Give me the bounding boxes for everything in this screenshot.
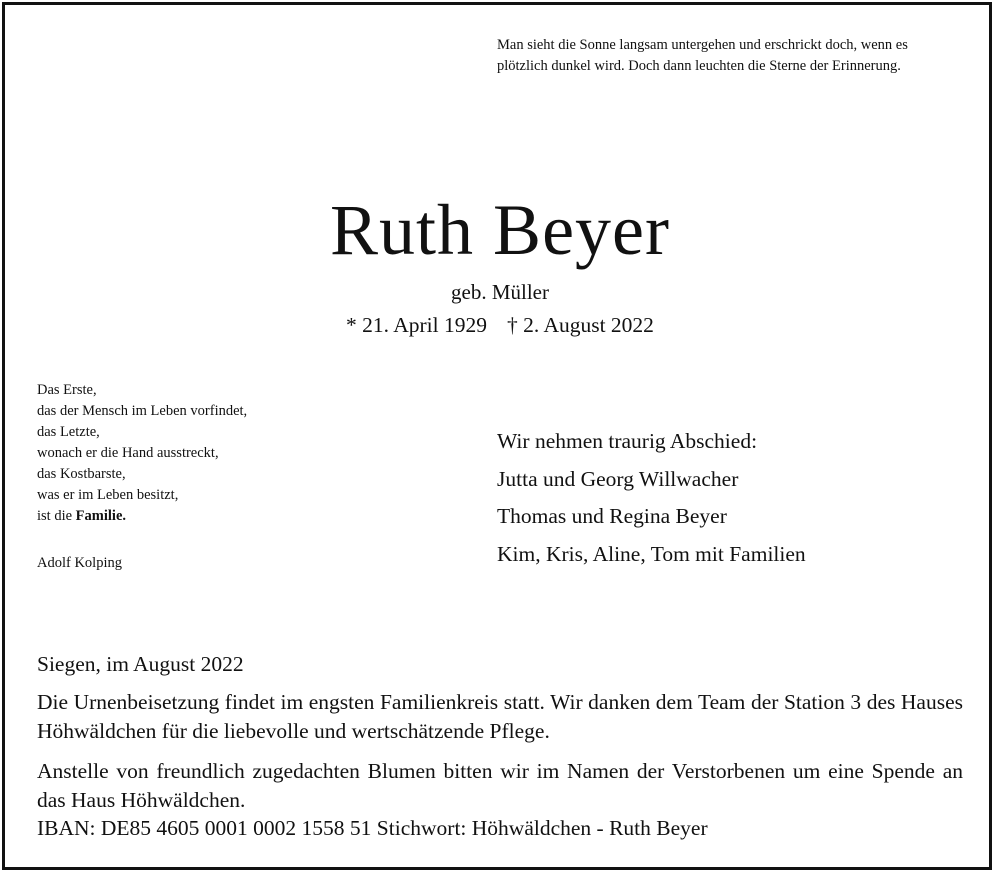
mourner-name: Thomas und Regina Beyer	[497, 504, 727, 528]
poem-author: Adolf Kolping	[37, 555, 122, 571]
deceased-name: Ruth Beyer	[330, 190, 670, 270]
poem-line: das Kostbarste,	[37, 466, 126, 482]
donation-paragraph: Anstelle von freundlich zugedachten Blumen bitten wir im Namen der Verstorbenen um eine Spende an das Haus Höhwäldchen.	[37, 759, 963, 812]
death-date: † 2. August 2022	[507, 313, 654, 337]
mourner-name: Jutta und Georg Willwacher	[497, 466, 739, 491]
life-dates	[0, 310, 1000, 340]
poem	[37, 380, 337, 527]
iban-line: IBAN: DE85 4605 0001 0002 1558 51 Stichwort: Höhwäldchen - Ruth Beyer	[37, 816, 708, 840]
poem-last-line	[37, 506, 337, 527]
poem-line: was er im Leben besitzt,	[37, 487, 179, 503]
top-quote: Man sieht die Sonne langsam untergehen und erschrickt doch, wenn es plötzlich dunkel wird. Doch dann leuchten die Sterne der Erinnerung.	[497, 37, 908, 74]
mourners-intro: Wir nehmen traurig Abschied:	[497, 429, 758, 453]
burial-paragraph: Die Urnenbeisetzung findet im engsten Familienkreis statt. Wir danken dem Team der Station 3 des Hauses Höhwäldchen für die liebevolle und wertschätzende Pflege.	[37, 690, 963, 743]
place-date: Siegen, im August 2022	[37, 652, 244, 676]
mourner-name: Kim, Kris, Aline, Tom mit Familien	[497, 541, 806, 566]
poem-last-line-prefix: ist die	[37, 508, 76, 524]
poem-line: das der Mensch im Leben vorfindet,	[37, 403, 248, 419]
poem-emphasis: Familie.	[75, 508, 127, 524]
poem-line: Das Erste,	[37, 382, 97, 398]
poem-line: wonach er die Hand ausstreckt,	[37, 445, 219, 461]
mourners-block	[497, 423, 957, 573]
poem-line: das Letzte,	[37, 424, 100, 440]
birth-name: geb. Müller	[451, 280, 549, 304]
birth-date: * 21. April 1929	[346, 313, 487, 337]
